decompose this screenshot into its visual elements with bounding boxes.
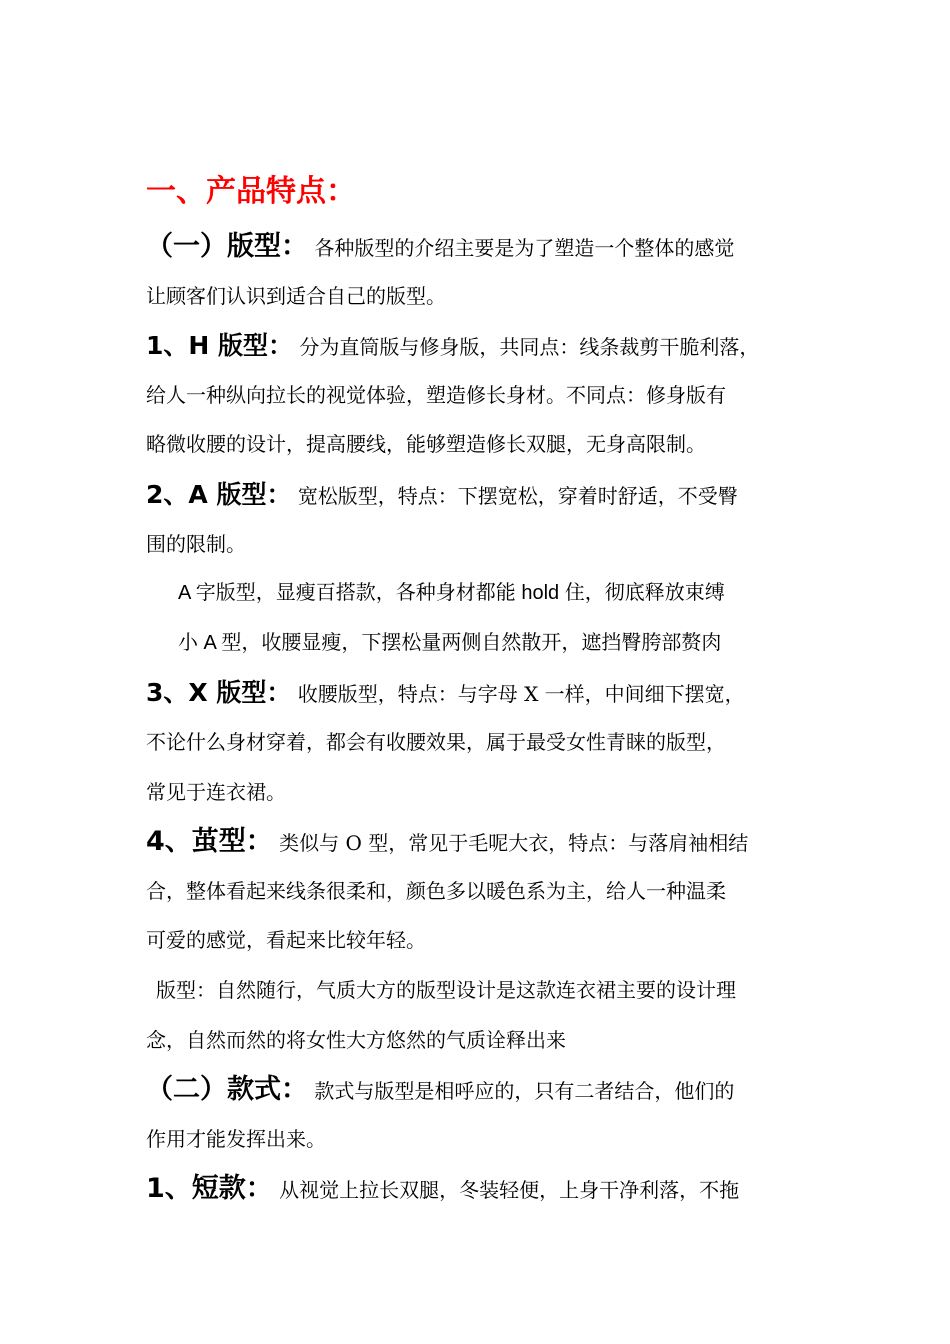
paragraph-line: 合，整体看起来线条很柔和，颜色多以暖色系为主，给人一种温柔 xyxy=(146,878,726,903)
paragraph-line: 让顾客们认识到适合自己的版型。 xyxy=(146,283,446,308)
paragraph-line xyxy=(146,668,816,718)
section-silhouette xyxy=(146,222,816,1214)
note-line: 念，自然而然的将女性大方悠然的气质诠释出来 xyxy=(146,1027,566,1052)
paragraph-text: 从视觉上拉长双腿，冬装轻便，上身干净利落，不拖 xyxy=(279,1178,740,1203)
paragraph-line xyxy=(146,321,816,371)
paragraph-line xyxy=(146,222,816,272)
paragraph-text: 款式与版型是相呼应的，只有二者结合，他们的 xyxy=(314,1079,735,1104)
paragraph-text: 收腰版型，特点：与字母 X 一样，中间细下摆宽， xyxy=(297,682,745,707)
item-heading-short-style: 1、短款： xyxy=(146,1173,273,1205)
paragraph-line: 作用才能发挥出来。 xyxy=(146,1126,326,1151)
paragraph-line: 给人一种纵向拉长的视觉体验，塑造修长身材。不同点：修身版有 xyxy=(146,382,726,407)
section-heading-product-features: 一、产品特点： xyxy=(146,174,356,209)
note-line: 版型：自然随行，气质大方的版型设计是这款连衣裙主要的设计理 xyxy=(156,977,736,1002)
paragraph-line xyxy=(146,470,816,520)
paragraph-text: 宽松版型，特点：下摆宽松，穿着时舒适，不受臀 xyxy=(297,483,738,508)
subheading-silhouette: （一）版型： xyxy=(146,231,308,262)
item-heading-cocoon-silhouette: 4、茧型： xyxy=(146,826,273,858)
item-heading-h-silhouette: 1、H 版型： xyxy=(146,331,294,361)
paragraph-line xyxy=(146,817,816,867)
paragraph-text: 分为直筒版与修身版，共同点：线条裁剪干脆利落， xyxy=(299,335,760,360)
note-line: A 字版型，显瘦百搭款，各种身材都能 hold 住，彻底释放束缚 xyxy=(178,582,725,605)
paragraph-text: 各种版型的介绍主要是为了塑造一个整体的感觉 xyxy=(314,236,735,260)
paragraph-line: 围的限制。 xyxy=(146,531,246,556)
paragraph-text: 类似与 O 型，常见于毛呢大衣，特点：与落肩袖相结 xyxy=(279,831,749,856)
paragraph-line: 可爱的感觉，看起来比较年轻。 xyxy=(146,928,426,953)
subheading-style: （二）款式： xyxy=(146,1074,308,1106)
paragraph-line xyxy=(146,1065,816,1115)
note-line: 小 A 型，收腰显瘦，下摆松量两侧自然散开，遮挡臀胯部赘肉 xyxy=(178,631,722,654)
item-heading-x-silhouette: 3、X 版型： xyxy=(146,678,292,708)
item-heading-a-silhouette: 2、A 版型： xyxy=(146,479,292,509)
paragraph-line xyxy=(146,1164,816,1214)
paragraph-line: 不论什么身材穿着，都会有收腰效果，属于最受女性青睐的版型， xyxy=(146,729,726,754)
paragraph-line: 略微收腰的设计，提高腰线，能够塑造修长双腿，无身高限制。 xyxy=(146,432,706,457)
paragraph-line: 常见于连衣裙。 xyxy=(146,779,286,804)
